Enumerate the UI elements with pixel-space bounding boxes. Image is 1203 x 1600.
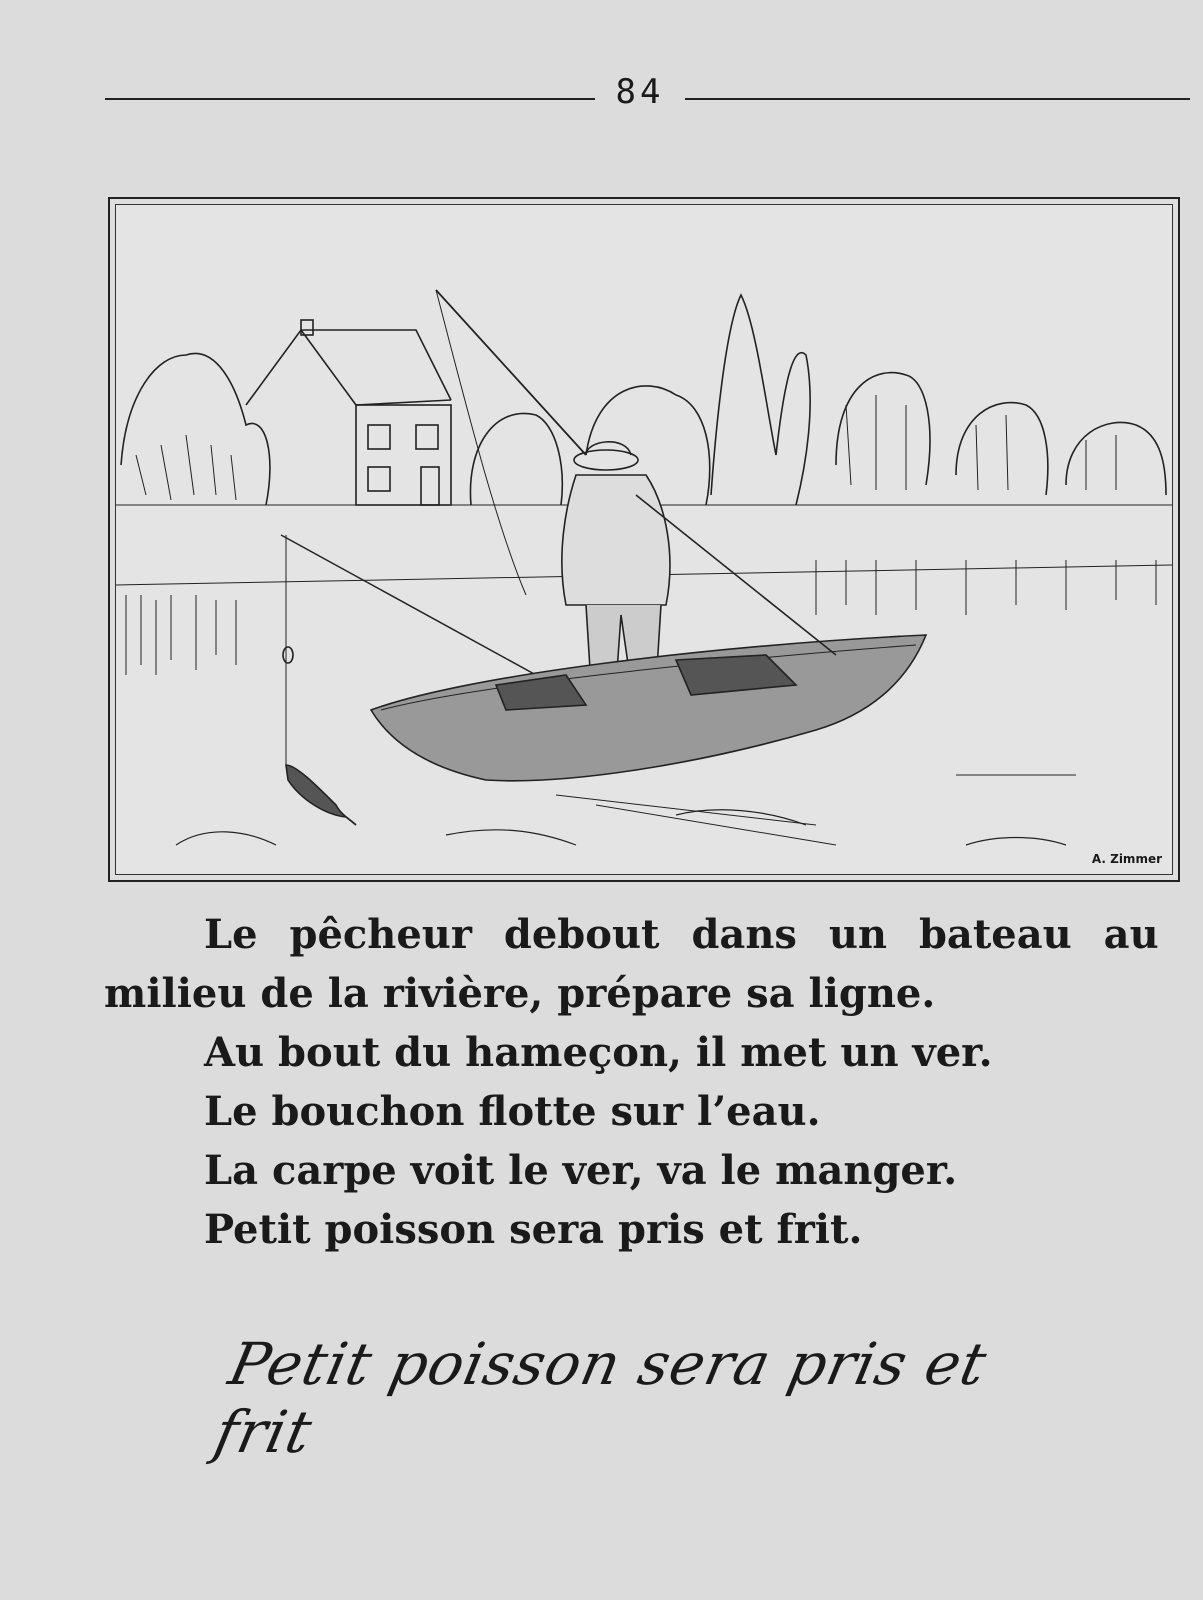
text-line-1: Le pêcheur debout dans un bateau au: [204, 911, 1159, 958]
reading-text: [104, 905, 1184, 1259]
page-number: 84: [615, 72, 665, 112]
fishing-illustration: [108, 197, 1180, 882]
artist-signature: A. Zimmer: [1091, 852, 1162, 866]
handwriting-sentence: Petit poisson sera pris et frit: [208, 1330, 994, 1466]
page-header: [105, 72, 1190, 112]
fisherman-drawing: [116, 205, 1172, 874]
illustration-frame: [115, 204, 1173, 875]
text-line-4: Le bouchon flotte sur l’eau.: [204, 1088, 821, 1135]
text-line-5: La carpe voit le ver, va le manger.: [204, 1147, 958, 1194]
text-line-6: Petit poisson sera pris et frit.: [204, 1206, 863, 1253]
text-line-2: milieu de la rivière, prépare sa ligne.: [104, 970, 936, 1017]
header-rule-right: [685, 98, 1190, 100]
text-line-3: Au bout du hameçon, il met un ver.: [204, 1029, 993, 1076]
header-rule-left: [105, 98, 595, 100]
